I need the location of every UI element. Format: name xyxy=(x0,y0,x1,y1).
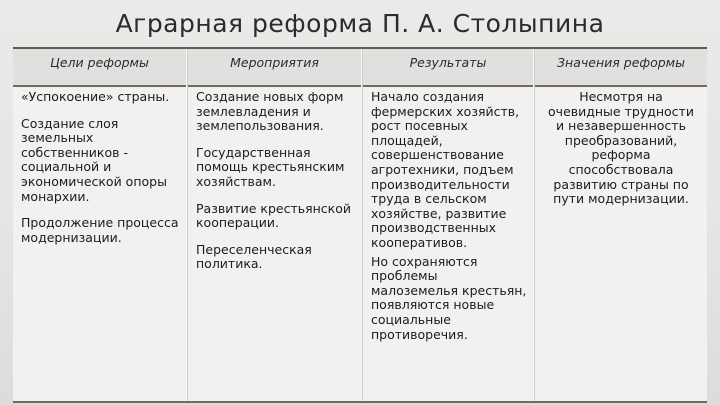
result-item: Но сохраняются проблемы малоземелья крестьян, появляются новые социальные противоречия. xyxy=(371,253,527,342)
header-measures: Мероприятия xyxy=(230,55,319,70)
measure-item: Государственная помощь крестьянским хозяйствам. xyxy=(196,144,345,189)
table-header xyxy=(13,49,707,87)
header-results: Результаты xyxy=(409,55,487,70)
measure-item: Переселенческая политика. xyxy=(196,241,312,272)
significance-text: Несмотря на очевидные трудности и незавершенность преобразований, реформа способствовала развитию страны по пути модернизации. xyxy=(548,89,694,207)
goal-item: Продолжение процесса модернизации. xyxy=(21,215,179,245)
reform-table xyxy=(13,47,707,403)
measure-item: Создание новых форм землевладения и землепользования. xyxy=(196,89,344,134)
goals-cell xyxy=(13,87,186,401)
significance-cell xyxy=(535,87,707,401)
measures-cell xyxy=(188,87,361,401)
goal-item: Создание слоя земельных собственников - социальной и экономической опоры монархии. xyxy=(21,115,167,204)
page-title: Аграрная реформа П. А. Столыпина xyxy=(115,9,605,38)
goal-item: «Успокоение» страны. xyxy=(21,89,170,104)
header-significance: Значения реформы xyxy=(557,55,685,70)
result-item: Начало создания фермерских хозяйств, рост посевных площадей, совершенствование агротехники, подъем производительности труда в сельском хозяйстве, развитие производственных кооперативов. xyxy=(371,89,520,250)
header-goals: Цели реформы xyxy=(50,55,149,70)
results-cell xyxy=(363,87,533,401)
measure-item: Развитие крестьянской кооперации. xyxy=(196,200,351,231)
table-body xyxy=(13,87,707,401)
